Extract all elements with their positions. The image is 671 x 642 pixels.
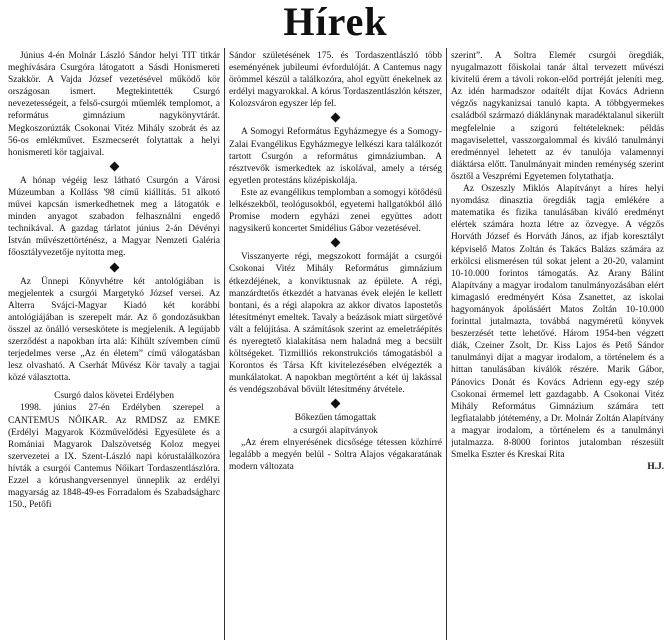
news-item-margetyko: Az Ünnepi Könyvhétre két antológiában is megjelentek a csurgói Margetykó József versei. Az Alterra Svájci-Magyar Kiadó két korábbi antológiájában is szerepelt már. Az ő gondozásukban összel az önálló verseskötete is megjelenik. A legújabb szerződést a napokban írta alá: Kihült szívemben című terjedelmes verse „Az én életem” című válogatásban lesz olvasható. A Cserhát Művész Kör tavaly a tagjai közé választotta. bbox=[8, 276, 220, 384]
news-item-promise: Este az evangélikus templomban a somogyi kötődésű lelkészekből, teológusokból, egyetemi hallgatókból álló Promise modern egyházi zenei együttes adott nagysikerű koncertet Smidélius Gábor vezetésével. bbox=[229, 187, 442, 235]
news-item-oszeszly: Az Oszeszly Miklós Alapítványt a híres helyi nyomdász dinasztia öregdiák tagja emlékére a matematika és fizika tanulásában kiváló eredményt elértek számára hozta létre az özvegye. A végzős Horváth József és Horváth János, az ifjab koresztályt képviselő Matos Zoltán és Takács Balázs számára az erkölcsi elismerésen túl sokat jelent a 20-20, valamint 10-10.000 forintos támogatás. Az Arany Bálint Alapítvány a magyar irodalom tanulmányozásában elért kimagasló eredményért Kósa Zsanettet, az iskolai hagyományok ápolásáért Matos Zoltán 10-10.000 forinttal jutalmazta, továbbá nagyméretű könyvek beszerzését tette lehetővé. Három 1954-ben végzett diák, Czeiner Zsolt, Dr. Kiss Lajos és Pető Sándor tanulmányi díjat a magyar irodalom, a történelem és a hittan tanulásában kiválók részére. Marik Gábor, Pánovics Donát és Kovács Adrienn egy-egy szép Csokonai érmemel lett gazdagabb. A Csokonai Vitéz Mihály Református Gimnázium számára tett legfiatalabb jótétemény, a Dr. Molnár Zoltán Alapítvány a magyar irodalom, a történelem és a tanulmányi jutalmazza. 8-8000 forintos jutalomban részesült Smelka Eszter és Kreskai Rita bbox=[451, 184, 664, 461]
news-item-cantemus-cont: Sándor születésének 175. és Tordaszentlászló több eseményének jubileumi évfordulóját. A Cantemus nagy örömmel készül a találkozóra, ahol együtt énekelnek az erdélyi magyarokkal. A kórus Tordaszentlászlón kétszer, Kolozsváron egyszer lép fel. bbox=[229, 51, 442, 110]
diamond-divider-icon bbox=[229, 396, 442, 412]
news-item-konviktus: Visszanyerte régi, megszokott formáját a csurgói Csokonai Vitéz Mihály Református gimnázium étkezdéjének, a konviktusnak az épülete. A régi, manzárdtetős étkezdét a hatvanas évek elején le kellett bontani, és a régi alapokra az akkor divatos lapostetős létesítményt emeltek. Tavaly a beázások miatt sürgetővé vált a felújítása. A számítások szerint az emeletráépítés és nyeregtető kialakítása nem haladná meg a becsült költségeket. Tizmilliós rekonstrukciós támogatásból a Korontos és Társa Kft kivitelezésében elvégezték a munkálatokat. A napokban megtörtént a két új lakással és vendégszobával bővült létesítmény átvétele. bbox=[229, 252, 442, 396]
news-heading-dalos: Csurgó dalos követei Erdélyben bbox=[54, 391, 174, 402]
column-rule-1 bbox=[224, 48, 225, 640]
diamond-divider-icon bbox=[8, 260, 220, 276]
column-rule-2 bbox=[446, 48, 447, 640]
news-item-erem-cont: szerint”. A Soltra Elemér csurgói öregdiák, nyugalmazott főiskolai tanár által tervezett művészi kivitelű érem a távoli rokon-előd portréját jeleníti meg. Az idén harmadszor odaítélt díjat Kovács Adrienn végzős nagykanizsai tanuló kapta. A többgyermekes családból származó diáklánynak maradéktalanul sikerült megfelelnie a szigorú feltételeknek: példás magaviselettel, vasszorgalommal és kiváló tanulmányi eredménnyel lehetett az év tanulója valamennyi diáktársa előtt. Tanulmányait minden reménység szerint ősztől a Veszprémi Egyetemen folytathatja. bbox=[451, 51, 664, 182]
news-item-cantemus: 1998. június 27-én Erdélyben szerepel a CANTEMUS NŐIKAR. Az RMDSZ az EMKE (Erdélyi Magyarok Közművelődési Egyesülete és a Romániai Magyarok Dalszövetség Koloz megyei szervezetei a IX. Szent-László napi kórustalálkozóra hívták a csurgói Cantemus Nőikart Tordaszentlászlóra. Ezzel a kórushangversennyel ünneplik az erdélyi magyarság az 1848-49-es Forradalom és Szabadságharc 150., Petőfi bbox=[8, 403, 220, 511]
column-1 bbox=[8, 50, 220, 642]
page-title: Hírek bbox=[283, 0, 388, 44]
news-item-sasdi: Június 4-én Molnár László Sándor helyi TIT titkár meghívására Csurgóra látogatott a Sásdi Honismereti Szakkör. A Vajda József vezetésével működő kör országosan ismert. Megtekintették Csurgó nevezetességeit, a felső-csurgói műemlék templomot, a református gimnázium nagykönyvtárát. Megkoszorúzták Csokonai Vitéz Mihály szobrát és az 56-os emlékművet. Eszmecserét folytattak a helyi honismereti kör tagjaival. bbox=[8, 51, 220, 158]
column-3 bbox=[451, 50, 664, 642]
column-2 bbox=[229, 50, 442, 642]
news-item-kollazs: A hónap végéig lesz látható Csurgón a Városi Múzeumban a Kolláss '98 című kiállítás. 51 alkotó művei kapcsán ismerkedhetnek meg a látogatók e minden anyagot szabadon felhasználni engedő technikával. A gazdag tárlatot június 2-án Dévényi István művészettörténész, a Magyar Nemzeti Galéria főosztályvezetője nyitotta meg. bbox=[8, 175, 220, 259]
diamond-divider-icon bbox=[229, 235, 442, 251]
news-item-egyhazmegye: A Somogyi Református Egyházmegye és a Somogy-Zalai Evangélikus Egyházmegye lelkészi kara találkozót tartott Csurgón a református gimnáziumban. A résztvevők ismerkedtek az iskolával, amely a térség egyetlen protestáns középiskolája. bbox=[229, 127, 442, 186]
news-heading-bokezuen: Bőkezűen támogattak bbox=[294, 413, 377, 424]
diamond-divider-icon bbox=[229, 110, 442, 126]
news-subheading-alapitvanyok: a csurgói alapítványok bbox=[293, 425, 378, 436]
diamond-divider-icon bbox=[8, 159, 220, 175]
news-item-erem: „Az érem elnyerésének dicsősége tétessen közhírré legalább a megyén belül - Soltra Alajos végakaratának modern változata bbox=[229, 437, 442, 472]
author-signature: H.J. bbox=[647, 462, 664, 473]
